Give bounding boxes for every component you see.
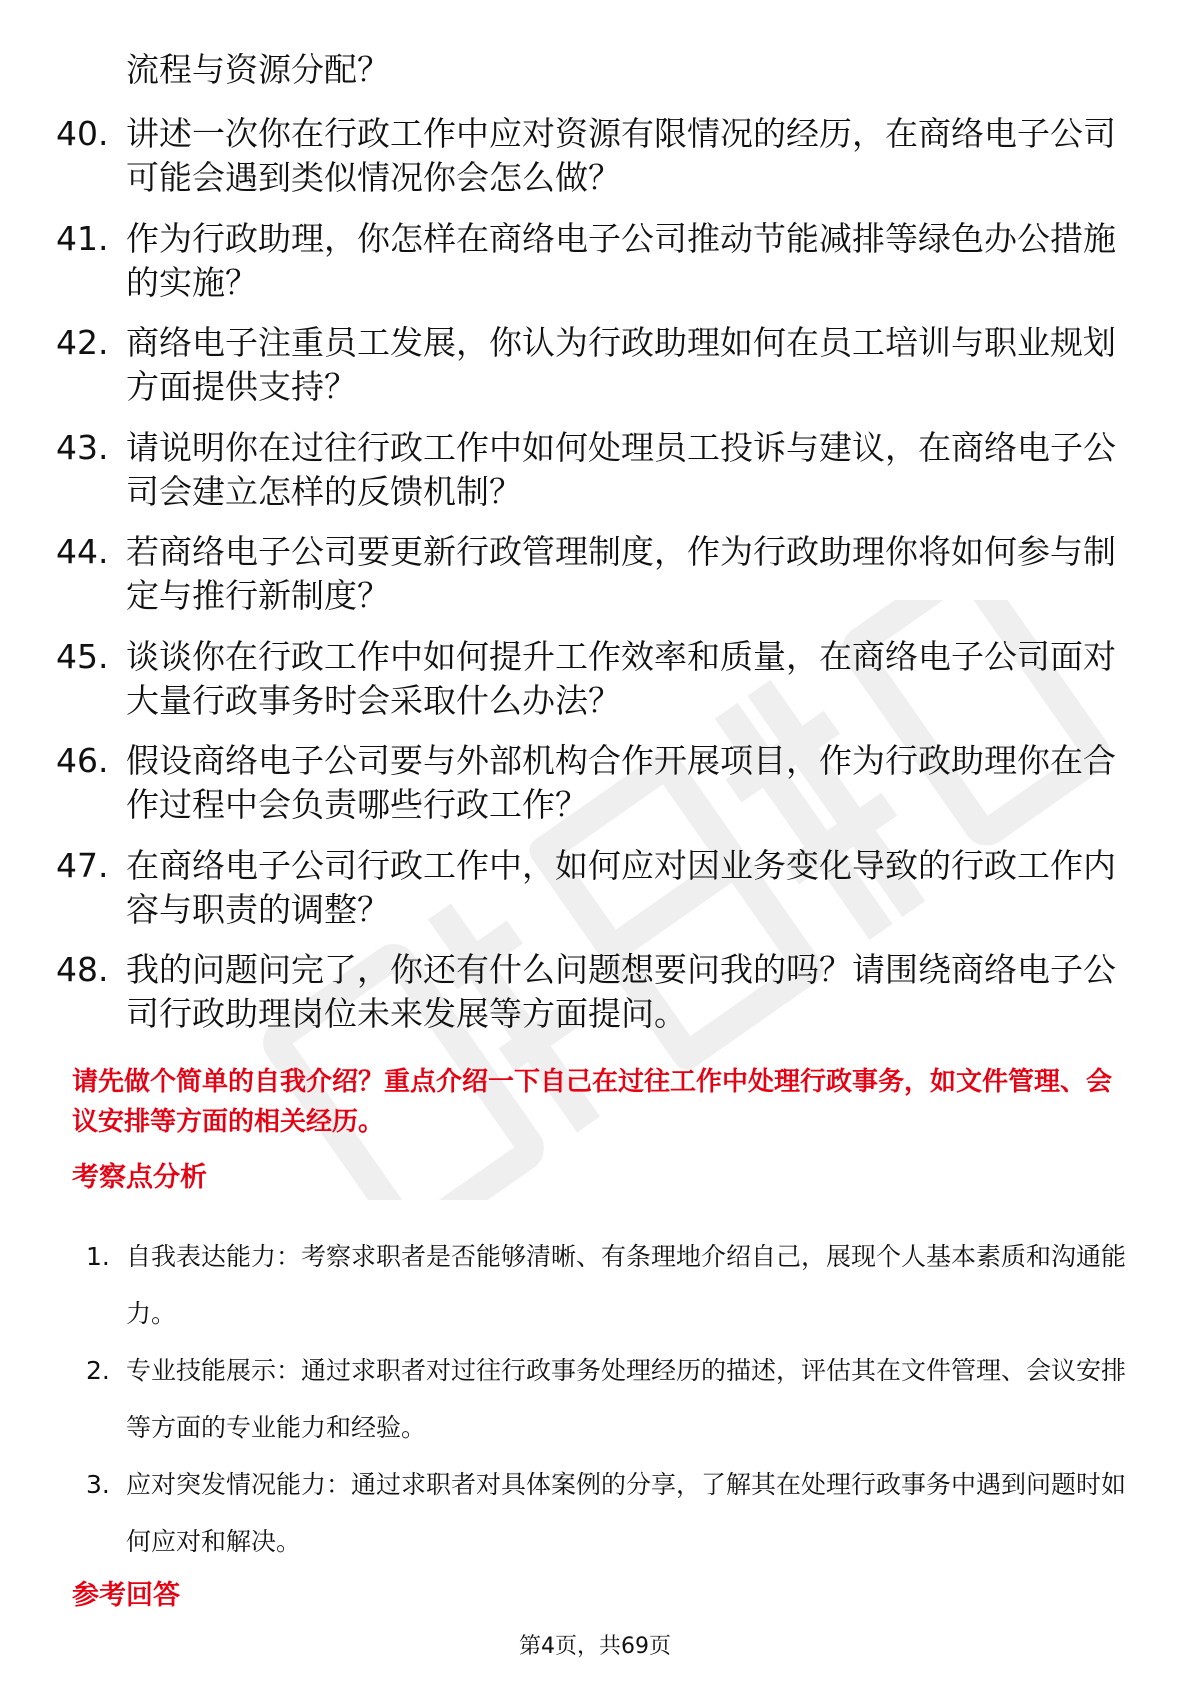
analysis-list	[86, 1228, 1126, 1570]
question-text: 讲述一次你在行政工作中应对资源有限情况的经历，在商络电子公司可能会遇到类似情况你会怎么做？	[126, 114, 1116, 197]
question-number: 43.	[56, 427, 109, 467]
analysis-item	[86, 1228, 1126, 1342]
analysis-text: 应对突发情况能力：通过求职者对具体案例的分享，了解其在处理行政事务中遇到问题时如何应对和解决。	[126, 1470, 1127, 1556]
question-item	[56, 635, 1116, 723]
question-number: 45.	[56, 636, 109, 676]
question-text: 我的问题问完了，你还有什么问题想要问我的吗？请围绕商络电子公司行政助理岗位未来发展等方面提问。	[126, 950, 1116, 1033]
question-text: 在商络电子公司行政工作中，如何应对因业务变化导致的行政工作内容与职责的调整？	[126, 845, 1116, 929]
analysis-heading: 考察点分析	[72, 1162, 207, 1193]
question-number: 48.	[56, 950, 109, 989]
analysis-item	[86, 1342, 1126, 1456]
answer-heading: 参考回答	[72, 1580, 180, 1611]
question-text: 作为行政助理，你怎样在商络电子公司推动节能减排等绿色办公措施的实施？	[126, 218, 1116, 302]
question-item	[56, 739, 1116, 827]
analysis-item	[86, 1456, 1126, 1570]
continuation-text: 流程与资源分配？	[126, 50, 390, 89]
question-number: 41.	[56, 218, 109, 258]
analysis-text: 自我表达能力：考察求职者是否能够清晰、有条理地介绍自己，展现个人基本素质和沟通能力。	[126, 1242, 1127, 1328]
question-number: 42.	[56, 323, 109, 362]
analysis-number: 1.	[86, 1242, 110, 1271]
question-number: 40.	[56, 114, 109, 153]
question-text: 请说明你在过往行政工作中如何处理员工投诉与建议，在商络电子公司会建立怎样的反馈机制？	[126, 427, 1116, 511]
analysis-number: 2.	[86, 1356, 110, 1385]
question-item	[56, 530, 1116, 618]
question-text: 谈谈你在行政工作中如何提升工作效率和质量，在商络电子公司面对大量行政事务时会采取什么办法？	[126, 636, 1116, 720]
question-item	[56, 426, 1116, 514]
analysis-number: 3.	[86, 1470, 110, 1499]
question-text: 商络电子注重员工发展，你认为行政助理如何在员工培训与职业规划方面提供支持？	[126, 323, 1116, 406]
question-number: 44.	[56, 532, 109, 571]
question-number: 46.	[56, 741, 109, 780]
question-text: 若商络电子公司要更新行政管理制度，作为行政助理你将如何参与制定与推行新制度？	[126, 532, 1116, 615]
question-list	[56, 112, 1116, 1053]
question-item	[56, 321, 1116, 409]
analysis-text: 专业技能展示：通过求职者对过往行政事务处理经历的描述，评估其在文件管理、会议安排等方面的专业能力和经验。	[126, 1356, 1127, 1442]
question-number: 47.	[56, 845, 109, 885]
highlight-question: 请先做个简单的自我介绍？重点介绍一下自己在过往工作中处理行政事务，如文件管理、会议安排等方面的相关经历。	[72, 1067, 1113, 1137]
question-text: 假设商络电子公司要与外部机构合作开展项目，作为行政助理你在合作过程中会负责哪些行政工作？	[126, 741, 1116, 824]
question-item	[56, 948, 1116, 1036]
page-footer: 第4页，共69页	[519, 1634, 671, 1659]
question-item	[56, 844, 1116, 932]
question-item	[56, 217, 1116, 305]
question-item	[56, 112, 1116, 200]
